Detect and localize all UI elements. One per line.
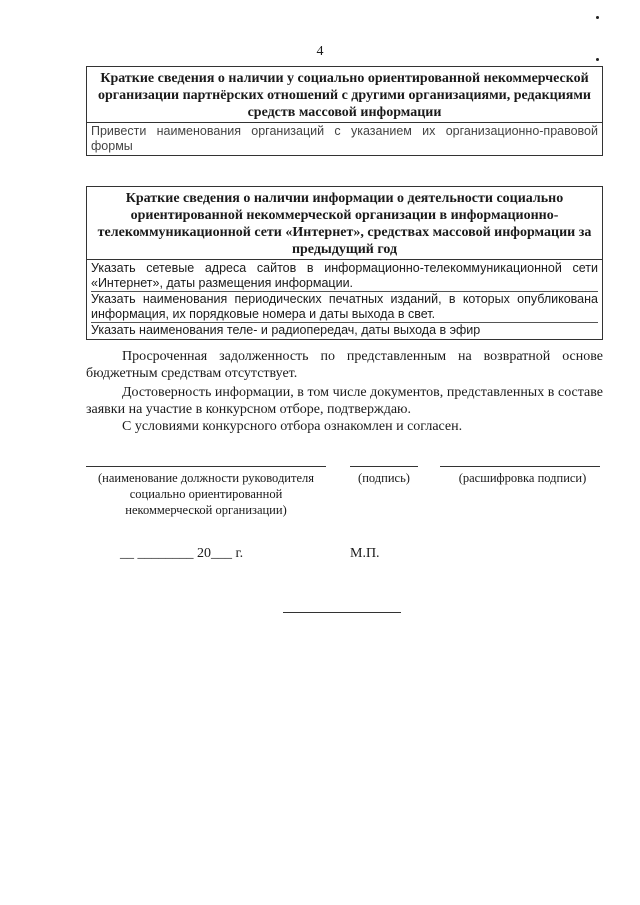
page-number: 4 (316, 44, 324, 59)
bottom-separator (283, 612, 401, 613)
media-info-table (86, 186, 603, 340)
scan-speck (596, 58, 599, 61)
partnership-info-heading: Краткие сведения о наличии у социально ориентированной некоммерческой организации партнёрских отношений с другими организациями, редакциями средств массовой информации (87, 67, 602, 123)
media-info-row-websites: Указать сетевые адреса сайтов в информационно-телекоммуникационной сети «Интернет», даты размещения информации. (91, 261, 598, 290)
transcript-label: (расшифровка подписи) (458, 471, 587, 485)
scan-speck (596, 16, 599, 19)
position-label: (наименование должности руководителя социально ориентированной некоммерческой организации) (98, 471, 314, 517)
media-info-heading: Краткие сведения о наличии информации о деятельности социально ориентированной некоммерческой организации в информационно-телекоммуникационной сети «Интернет», средствах массовой информации за предыдущий год (87, 187, 602, 260)
debt-statement: Просроченная задолженность по представленным на возвратной основе бюджетным средствам отсутствует. (86, 349, 603, 381)
conditions-statement: С условиями конкурсного отбора ознакомлен и согласен. (122, 419, 463, 434)
media-info-row-print: Указать наименования периодических печатных изданий, в которых опубликована информация, их порядковые номера и даты выхода в свет. (91, 292, 598, 321)
signature-line (350, 466, 418, 467)
partnership-info-row: Привести наименования организаций с указанием их организационно-правовой формы (91, 124, 598, 153)
position-line (86, 466, 326, 467)
partnership-info-table (86, 66, 603, 156)
transcript-line (440, 466, 600, 467)
stamp-placeholder: М.П. (350, 546, 380, 561)
media-info-row-broadcast: Указать наименования теле- и радиопередач, даты выхода в эфир (91, 322, 598, 338)
reliability-statement: Достоверность информации, в том числе документов, представленных в составе заявки на участие в конкурсном отборе, подтверждаю. (86, 385, 603, 417)
signature-label: (подпись) (358, 471, 410, 485)
date-field: __ ________ 20___ г. (120, 546, 244, 561)
